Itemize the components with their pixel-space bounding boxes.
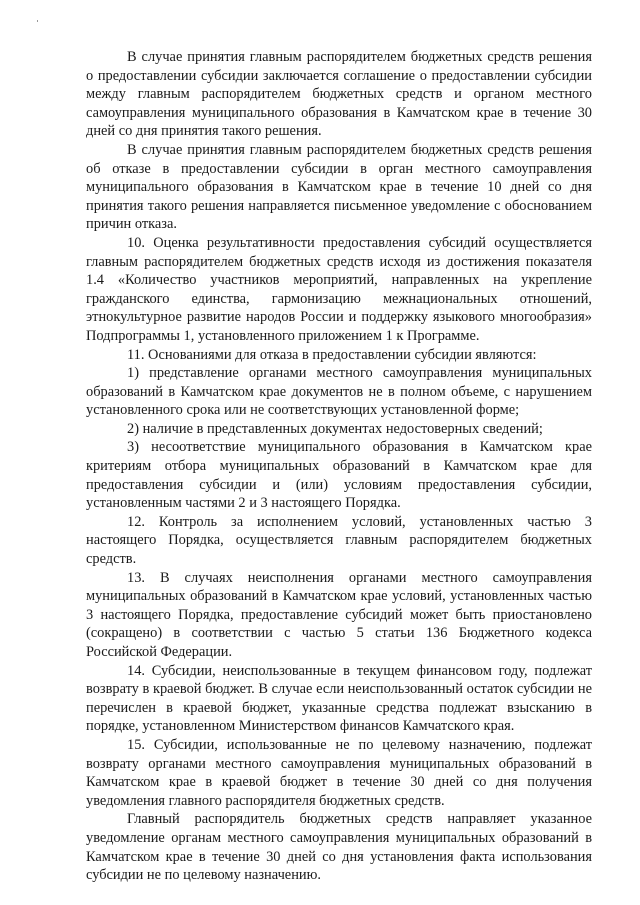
paragraph-11-refusal-grounds: 11. Основаниями для отказа в предоставлении субсидии являются: xyxy=(127,346,537,363)
paragraph-misuse-notice: Главный распорядитель бюджетных средств направляет указанное уведомление органам местного самоуправления муниципальных образований в Камчатском крае в течение 30 дней со дня установления факта использования субсидии не по целевому назначению. xyxy=(86,811,592,884)
paragraph-refusal-notice: В случае принятия главным распорядителем бюджетных средств решения об отказе в предоставлении субсидии в орган местного самоуправления муниципального образования в Камчатском крае в течение 10 дней со дня принятия такого решения направляется письменное уведомление с обоснованием причин отказа. xyxy=(86,141,592,233)
list-item-3: 3) несоответствие муниципального образования в Камчатском крае критериям отбора муниципальных образований в Камчатском крае для предоставления субсидии и (или) условиям предоставления субсидии, установленным частями 2 и 3 настоящего Порядка. xyxy=(86,439,592,512)
list-item-1: 1) представление органами местного самоуправления муниципальных образований в Камчатском крае документов не в полном объеме, с нарушением установленного срока или не соответствующих установленной форме; xyxy=(86,365,592,419)
paragraph-10-effectiveness: 10. Оценка результативности предоставления субсидий осуществляется главным распорядителем бюджетных средств исходя из достижения показателя 1.4 «Количество участников мероприятий, направленных на укрепление гражданского единства, гармонизацию межнациональных отношений, этнокультурное развитие народов России и поддержку языкового многообразия» Подпрограммы 1, установленного приложением 1 к Программе. xyxy=(86,234,592,344)
paragraph-14-unused-return: 14. Субсидии, неиспользованные в текущем финансовом году, подлежат возврату в краевой бюджет. В случае если неиспользованный остаток субсидии не перечислен в краевой бюджет, указанные средства подлежат взысканию в порядке, установленном Министерством финансов Камчатского края. xyxy=(86,662,592,735)
paragraph-agreement: В случае принятия главным распорядителем бюджетных средств решения о предоставлении субсидии заключается соглашение о предоставлении субсидии между главным распорядителем бюджетных средств и органом местного самоуправления муниципального образования в Камчатском крае в течение 30 дней со дня принятия такого решения. xyxy=(86,49,592,140)
list-item-2: 2) наличие в представленных документах недостоверных сведений; xyxy=(127,420,543,437)
paragraph-15-misuse-return: 15. Субсидии, использованные не по целевому назначению, подлежат возврату органами местного самоуправления муниципальных образований в Камчатском крае в краевой бюджет в течение 30 дней со дня получения уведомления главного распорядителя бюджетных средств. xyxy=(86,736,592,809)
paragraph-12-control: 12. Контроль за исполнением условий, установленных частью 3 настоящего Порядка, осуществляется главным распорядителем бюджетных средств. xyxy=(86,513,592,568)
document-page xyxy=(86,48,592,885)
scan-speck xyxy=(37,20,38,22)
paragraph-13-suspension: 13. В случаях неисполнения органами местного самоуправления муниципальных образований в Камчатском крае условий, установленных частью 3 настоящего Порядка, предоставление субсидий может быть приостановлено (сокращено) в соответствии с частью 5 статьи 136 Бюджетного кодекса Российской Федерации. xyxy=(86,569,592,660)
